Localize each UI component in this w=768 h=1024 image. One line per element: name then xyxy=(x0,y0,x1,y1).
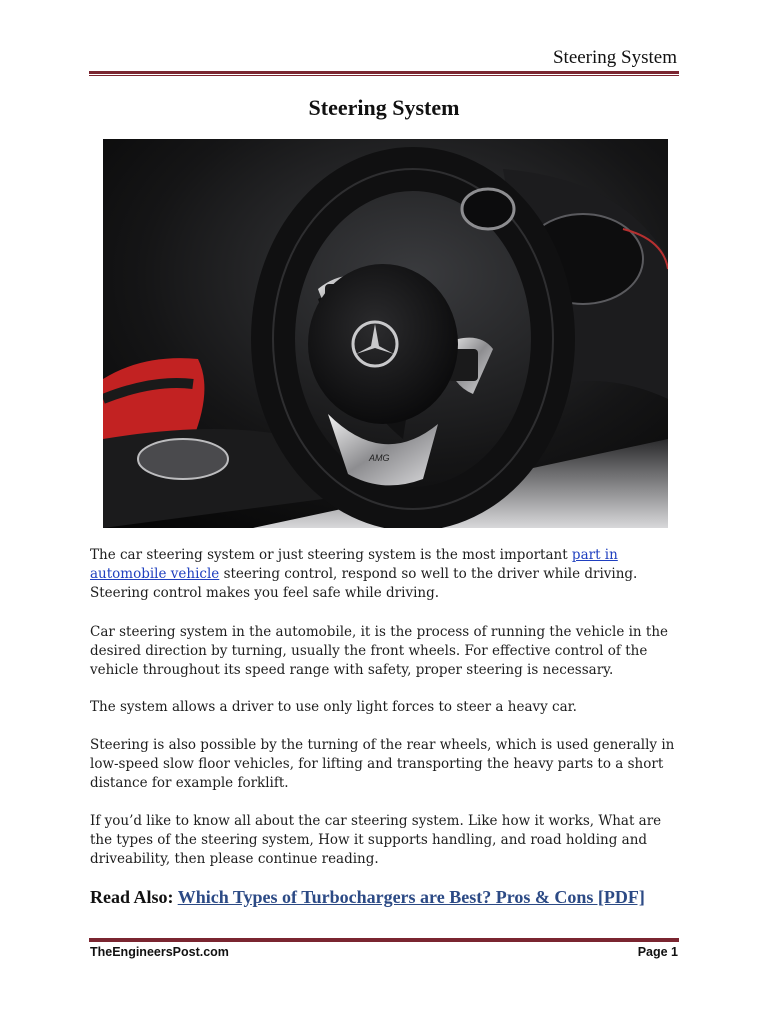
footer-site-name: TheEngineersPost.com xyxy=(90,945,229,959)
footer-page-number: Page 1 xyxy=(637,945,678,959)
running-header-title: Steering System xyxy=(552,47,677,68)
page-title: Steering System xyxy=(308,95,460,120)
paragraph-5: If you’d like to know all about the car steering system. Like how it works, What are the types of the steering system, How it supports handling, and road holding and driveability, then please continue reading. xyxy=(90,813,662,867)
automobile-parts-link[interactable]: part in automobile vehicle xyxy=(90,547,618,582)
read-also-label: Read Also xyxy=(90,887,168,907)
header-rule xyxy=(89,71,679,76)
paragraph-3: The system allows a driver to use only light forces to steer a heavy car. xyxy=(90,699,577,715)
read-also: Read Also: Which Types of Turbochargers are Best? Pros & Cons [PDF] xyxy=(90,887,645,907)
turbochargers-link[interactable]: Which Types of Turbochargers are Best? Pros & Cons [PDF] xyxy=(177,887,645,907)
footer-rule xyxy=(89,937,679,942)
svg-text:AMG: AMG xyxy=(369,453,390,463)
paragraph-4: Steering is also possible by the turning of the rear wheels, which is used generally in low-speed slow floor vehicles, for lifting and transporting the heavy parts to a short distance for example forklift. xyxy=(90,737,675,791)
paragraph-2: Car steering system in the automobile, it is the process of running the vehicle in the desired direction by turning, usually the front wheels. For effective control of the vehicle throughout its speed range with safety, proper steering is necessary. xyxy=(90,624,669,678)
steering-wheel-photo xyxy=(103,139,668,528)
paragraph-1: The car steering system or just steering system is the most important part in automobile vehicle steering control, respond so well to the driver while driving. Steering control makes you feel safe while driving. xyxy=(90,547,638,601)
